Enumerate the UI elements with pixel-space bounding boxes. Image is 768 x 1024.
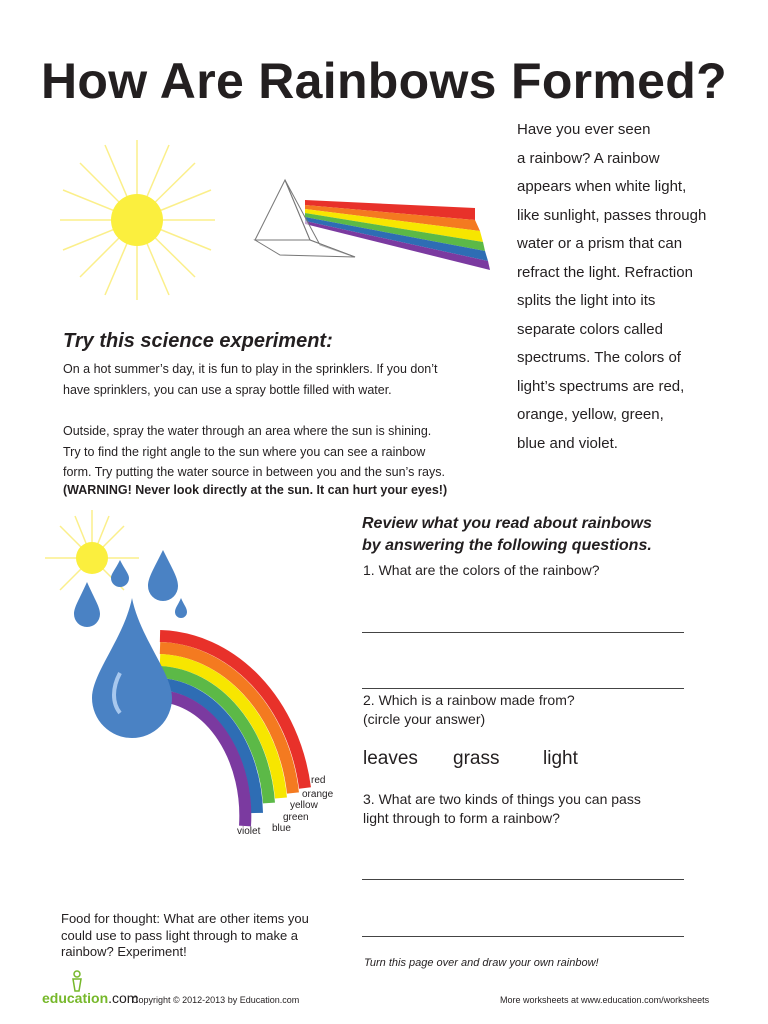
food-line: Food for thought: What are other items you: [61, 911, 309, 926]
question-line: 3. What are two kinds of things you can pass: [363, 791, 641, 807]
intro-line: splits the light into its: [517, 292, 656, 309]
intro-line: water or a prism that can: [517, 235, 683, 252]
copyright-text: Copyright © 2012-2013 by Education.com: [132, 995, 300, 1005]
logo-figure-icon: [70, 970, 84, 992]
intro-line: separate colors called: [517, 320, 663, 338]
intro-line: blue and violet.: [517, 434, 618, 452]
answer-line[interactable]: [362, 688, 684, 689]
choice-grass[interactable]: grass: [453, 748, 500, 769]
paragraph-line: On a hot summer’s day, it is fun to play in the sprinklers. If you don’t: [63, 362, 438, 376]
intro-paragraph: [517, 116, 757, 458]
paragraph-line: form. Try putting the water source in between you and the sun’s rays.: [63, 465, 445, 479]
label-red: red: [311, 775, 326, 786]
choice-leaves[interactable]: leaves: [363, 748, 418, 769]
intro-line: spectrums. The colors of: [517, 349, 681, 366]
intro-line: refract the light. Refraction: [517, 263, 693, 281]
sun-illustration: [55, 135, 220, 305]
rainbow-illustration: [40, 508, 340, 843]
review-heading-line: by answering the following questions.: [362, 537, 652, 554]
intro-line: Have you ever seen: [517, 121, 651, 138]
question-line: light through to form a rainbow?: [363, 810, 560, 826]
label-blue: blue: [272, 823, 291, 834]
food-for-thought: [61, 911, 341, 961]
label-yellow: yellow: [290, 800, 318, 811]
review-heading: [362, 513, 722, 557]
answer-line[interactable]: [362, 936, 684, 937]
experiment-paragraph-2: [63, 421, 503, 483]
education-logo[interactable]: [42, 990, 138, 1006]
page-title: How Are Rainbows Formed?: [41, 53, 727, 109]
label-orange: orange: [302, 789, 334, 800]
label-green: green: [283, 812, 309, 823]
warning-text: (WARNING! Never look directly at the sun. It can hurt your eyes!): [63, 483, 448, 497]
prism-illustration: [230, 175, 495, 275]
question-1: 1. What are the colors of the rainbow?: [363, 562, 600, 578]
intro-line: like sunlight, passes through: [517, 206, 707, 224]
food-line: could use to pass light through to make a: [61, 927, 299, 943]
logo-suffix-text: .com: [108, 990, 139, 1006]
experiment-paragraph-1: [63, 359, 503, 400]
paragraph-line: Outside, spray the water through an area where the sun is shining.: [63, 424, 432, 438]
question-2: [363, 691, 703, 729]
paragraph-line: have sprinklers, you can use a spray bottle filled with water.: [63, 382, 392, 397]
intro-line: light’s spectrums are red,: [517, 377, 685, 395]
experiment-heading: Try this science experiment:: [63, 330, 333, 352]
more-worksheets-link[interactable]: More worksheets at www.education.com/worksheets: [500, 995, 710, 1005]
question-line: 2. Which is a rainbow made from?: [363, 692, 575, 708]
question-3: [363, 790, 703, 828]
choice-light[interactable]: light: [543, 748, 578, 769]
intro-line: a rainbow? A rainbow: [517, 149, 660, 167]
answer-line[interactable]: [362, 879, 684, 880]
intro-line: appears when white light,: [517, 178, 687, 195]
answer-line[interactable]: [362, 632, 684, 633]
paragraph-line: Try to find the right angle to the sun where you can see a rainbow: [63, 444, 426, 459]
question-line: (circle your answer): [363, 711, 486, 727]
logo-main-text: education: [42, 990, 109, 1006]
turn-over-note: Turn this page over and draw your own rainbow!: [364, 957, 599, 969]
intro-line: orange, yellow, green,: [517, 406, 664, 423]
review-heading-line: Review what you read about rainbows: [362, 515, 652, 532]
label-violet: violet: [237, 826, 261, 837]
food-line: rainbow? Experiment!: [61, 944, 187, 959]
